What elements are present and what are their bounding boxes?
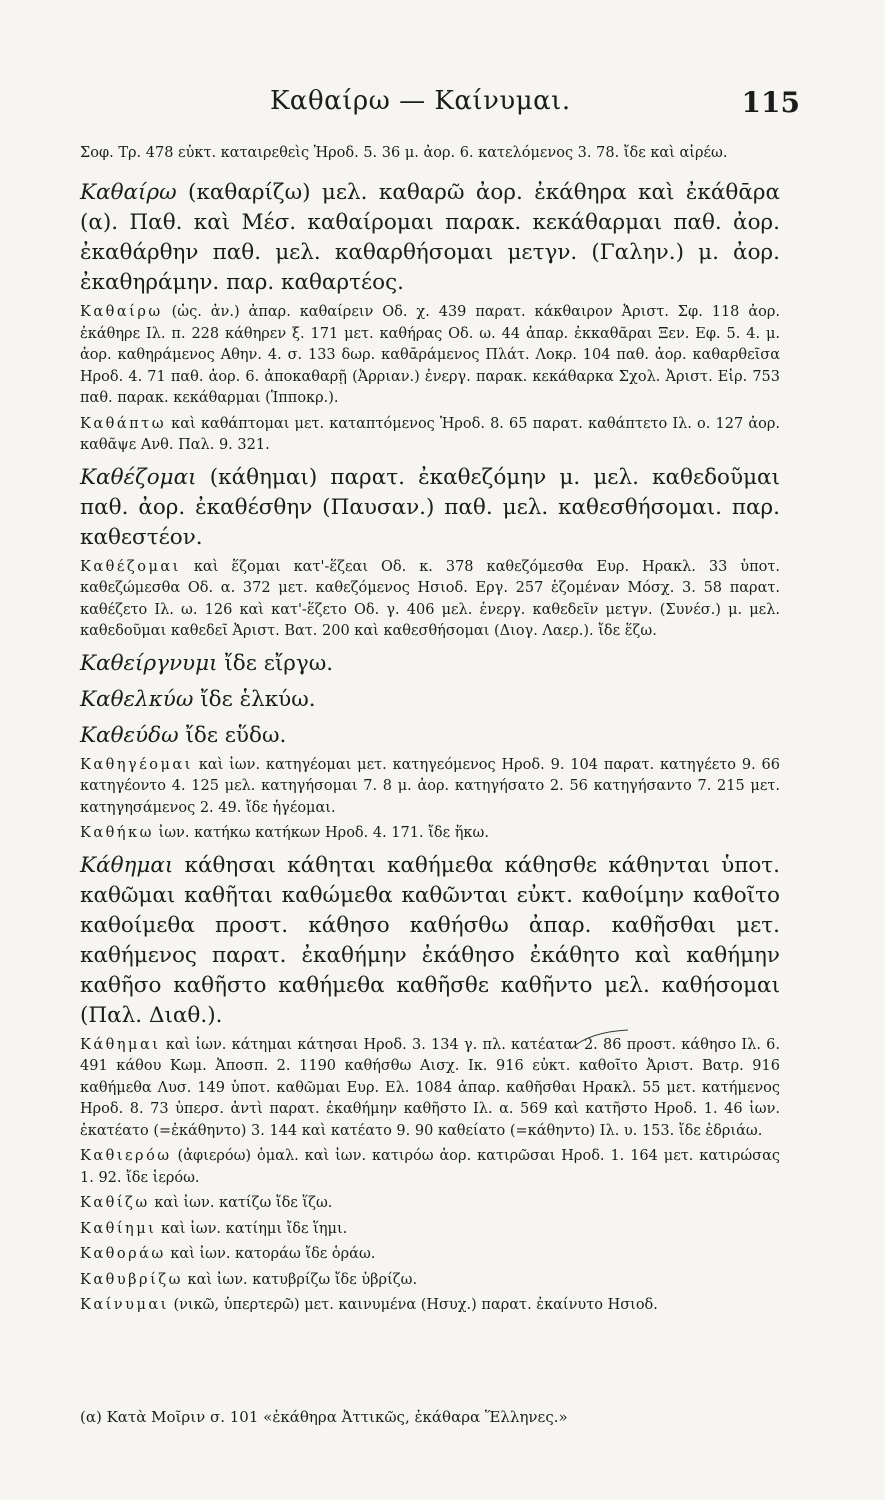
headword: Καθέζομαι xyxy=(80,558,181,575)
headword: Καίνυμαι xyxy=(80,1297,169,1313)
entry-text: καὶ ἰων. κατηγέομαι μετ. κατηγεόμενος Ηροδ. 9. 104 παρατ. κατηγέετο 9. 66 κατηγέοντο 4. 125 μελ. κατηγήσομαι 7. 8 μ. ἀορ. κατηγήσατο 2. 56 κατηγήσαντο 7. 215 μετ. κατηγησάμενος 2. 49. ἴδε ἡγέομαι. xyxy=(80,756,780,816)
headword: Καθήκω xyxy=(80,825,154,841)
entry-text: καὶ ἰων. κατίζω ἴδε ἵζω. xyxy=(149,1195,333,1211)
handwritten-mark xyxy=(570,1028,630,1052)
entry-text: καὶ ἰων. κατοράω ἴδε ὁράω. xyxy=(165,1246,376,1262)
headword: Καθίημι xyxy=(80,1220,157,1237)
entry-text: ἴδε ἑλκύω. xyxy=(193,686,316,712)
dictionary-entry xyxy=(80,851,780,1031)
footnote: (α) Κατὰ Μοῖριν σ. 101 «ἐκάθηρα Ἀττικῶς, ἐκάθαρα Ἕλληνες.» xyxy=(80,1408,568,1426)
dictionary-entry xyxy=(80,721,780,751)
entry-text: ἴδε εὕδω. xyxy=(178,722,287,748)
entry-text: (καθαρίζω) μελ. καθαρῶ ἀορ. ἐκάθηρα καὶ ἐκάθᾱρα (α). Παθ. καὶ Μέσ. καθαίρομαι παρακ. κεκάθαρμαι παθ. ἀορ. ἐκαθάρθην παθ. μελ. καθαρθήσομαι μετγν. (Γαλην.) μ. ἀορ. ἐκαθηράμην. παρ. καθαρτέος. xyxy=(80,180,780,295)
sub-entry xyxy=(80,414,780,457)
sub-entry xyxy=(80,1270,780,1292)
sub-entry xyxy=(80,302,780,410)
intro-text: Σοφ. Τρ. 478 εὐκτ. καταιρεθεὶς Ἡροδ. 5. 36 μ. ἀορ. 6. κατελόμενος 3. 78. ἴδε καὶ αἱρέω. xyxy=(80,144,728,161)
sub-entry xyxy=(80,823,780,845)
sub-entry xyxy=(80,1035,780,1143)
entry-text: καὶ ἰων. κατυβρίζω ἴδε ὑβρίζω. xyxy=(182,1271,418,1288)
running-title: Καθαίρω — Καίνυμαι. xyxy=(270,86,571,116)
headword: Καθοράω xyxy=(80,1246,166,1262)
headword: Καθέζομαι xyxy=(80,464,197,490)
sub-entry xyxy=(80,1244,780,1266)
entry-text: καὶ ἰων. κατίημι ἴδε ἵημι. xyxy=(156,1220,348,1237)
dictionary-entry xyxy=(80,178,780,298)
entry-text: καὶ ἕζομαι κατ'-ἕζεαι Οδ. κ. 378 καθεζόμεσθα Ευρ. Ηρακλ. 33 ὑποτ. καθεζώμεσθα Οδ. α. 372 μετ. καθεζόμενος Ησιοδ. Εργ. 257 ἑζομέναν Μόσχ. 3. 58 παρατ. καθέζετο Ιλ. ω. 126 καὶ κατ'-ἕζετο Οδ. γ. 406 μελ. ἐνεργ. καθεδεῖν μετγν. (Συνέσ.) μ. μελ. καθεδοῦμαι καθεδεῖ Ἀριστ. Βατ. 200 καὶ καθεσθήσομαι (Διογ. Λαερ.). ἴδε ἕζω. xyxy=(80,558,780,639)
entry-text: καὶ ἰων. κάτημαι κάτησαι Ηροδ. 3. 134 γ. πλ. κατέαται 2. 86 προστ. κάθησο Ιλ. 6. 491 κάθου Κωμ. Ἀποσπ. 2. 1190 καθήσθω Αισχ. Ικ. 916 εὐκτ. καθοῖτο Ἀριστ. Βατρ. 916 καθήμεθα Λυσ. 149 ὑποτ. καθῶμαι Ευρ. Ελ. 1084 ἀπαρ. καθῆσθαι Ηρακλ. 55 μετ. κατήμενος Ηροδ. 8. 73 ὑπερσ. ἀντὶ παρατ. ἐκαθήμην καθῆστο Ιλ. α. 569 καὶ κατῆστο Ηροδ. 1. 46 ἰων. ἐκατέατο (=ἐκάθηντο) 3. 144 καὶ κατέατο 9. 90 καθείατο (=κάθηντο) Ιλ. υ. 153. ἴδε ἑδριάω. xyxy=(80,1036,780,1139)
entry-text: (κάθημαι) παρατ. ἐκαθεζόμην μ. μελ. καθεδοῦμαι παθ. ἀορ. ἐκαθέσθην (Παυσαν.) παθ. μελ. καθεσθήσομαι. παρ. καθεστέον. xyxy=(80,464,780,550)
sub-entry xyxy=(80,1295,780,1317)
headword: Καθίζω xyxy=(80,1195,150,1211)
dictionary-entry xyxy=(80,685,780,715)
headword: Καθυβρίζω xyxy=(80,1271,183,1288)
sub-entry xyxy=(80,1219,780,1241)
headword: Καθεύδω xyxy=(80,722,179,748)
headword: Καθαίρω xyxy=(80,180,177,205)
sub-entry xyxy=(80,755,780,820)
headword: Κάθημαι xyxy=(80,1036,161,1053)
sub-entry xyxy=(80,1193,780,1215)
page-number: 115 xyxy=(741,86,800,119)
entry-text: ἰων. κατήκω κατήκων Ηροδ. 4. 171. ἴδε ἥκω. xyxy=(153,825,489,841)
headword: Κάθημαι xyxy=(80,852,174,878)
sub-entry xyxy=(80,557,780,643)
entry-text: (νικῶ, ὑπερτερῶ) μετ. καινυμένα (Ησυχ.) παρατ. ἐκαίνυτο Ησιοδ. xyxy=(168,1297,658,1313)
entry-text: (ἀφιερόω) ὁμαλ. καὶ ἰων. κατιρόω ἀορ. κατιρῶσαι Ηροδ. 1. 164 μετ. κατιρώσας 1. 92. ἴδε ἱερόω. xyxy=(80,1148,780,1186)
dictionary-entry xyxy=(80,649,780,679)
entry-text: κάθησαι κάθηται καθήμεθα κάθησθε κάθηνται ὑποτ. καθῶμαι καθῆται καθώμεθα καθῶνται εὐκτ. καθοίμην καθοῖτο καθοίμεθα προστ. κάθησο καθήσθω ἀπαρ. καθῆσθαι μετ. καθήμενος παρατ. ἐκαθήμην ἐκάθησο ἐκάθητο καὶ καθήμην καθῆσο καθῆστο καθήμεθα καθῆσθε καθῆντο μελ. καθήσομαι (Παλ. Διαθ.). xyxy=(80,852,780,1028)
headword: Καθείργνυμι xyxy=(80,650,218,676)
entry-text: ἴδε εἴργω. xyxy=(217,650,334,676)
page-header xyxy=(80,84,800,128)
sub-entry xyxy=(80,1146,780,1189)
entries-list xyxy=(80,178,780,1317)
page-body xyxy=(80,84,800,1317)
headword: Καθάπτω xyxy=(80,415,167,432)
headword: Καθιερόω xyxy=(80,1148,172,1164)
entry-text: καὶ καθάπτομαι μετ. καταπτόμενος Ἡροδ. 8. 65 παρατ. καθάπτετο Ιλ. ο. 127 ἀορ. καθᾶψε Ανθ. Παλ. 9. 321. xyxy=(80,415,780,453)
headword: Καθελκύω xyxy=(80,686,194,712)
headword: Καθαίρω xyxy=(80,304,163,320)
headword: Καθηγέομαι xyxy=(80,756,193,773)
entry-text: (ὡς. ἀν.) ἀπαρ. καθαίρειν Οδ. χ. 439 παρατ. κάκθαιρον Ἀριστ. Σφ. 118 ἀορ. ἐκάθηρε Ιλ. π. 228 κάθηρεν ξ. 171 μετ. καθήρας Οδ. ω. 44 ἀπαρ. ἐκκαθᾶραι Ξεν. Εφ. 5. 4. μ. ἀορ. καθηράμενος Αθην. 4. σ. 133 δωρ. καθᾱράμενος Πλάτ. Λοκρ. 104 παθ. ἀορ. καθαρθεῖσα Ηροδ. 4. 71 παθ. ἀορ. 6. ἀποκαθαρῇ (Ἀρριαν.) ἐνεργ. παρακ. κεκάθαρκα Σχολ. Ἀριστ. Εἰρ. 753 παθ. παρακ. κεκάθαρμαι (Ἱπποκρ.). xyxy=(80,304,780,406)
dictionary-entry xyxy=(80,463,780,553)
